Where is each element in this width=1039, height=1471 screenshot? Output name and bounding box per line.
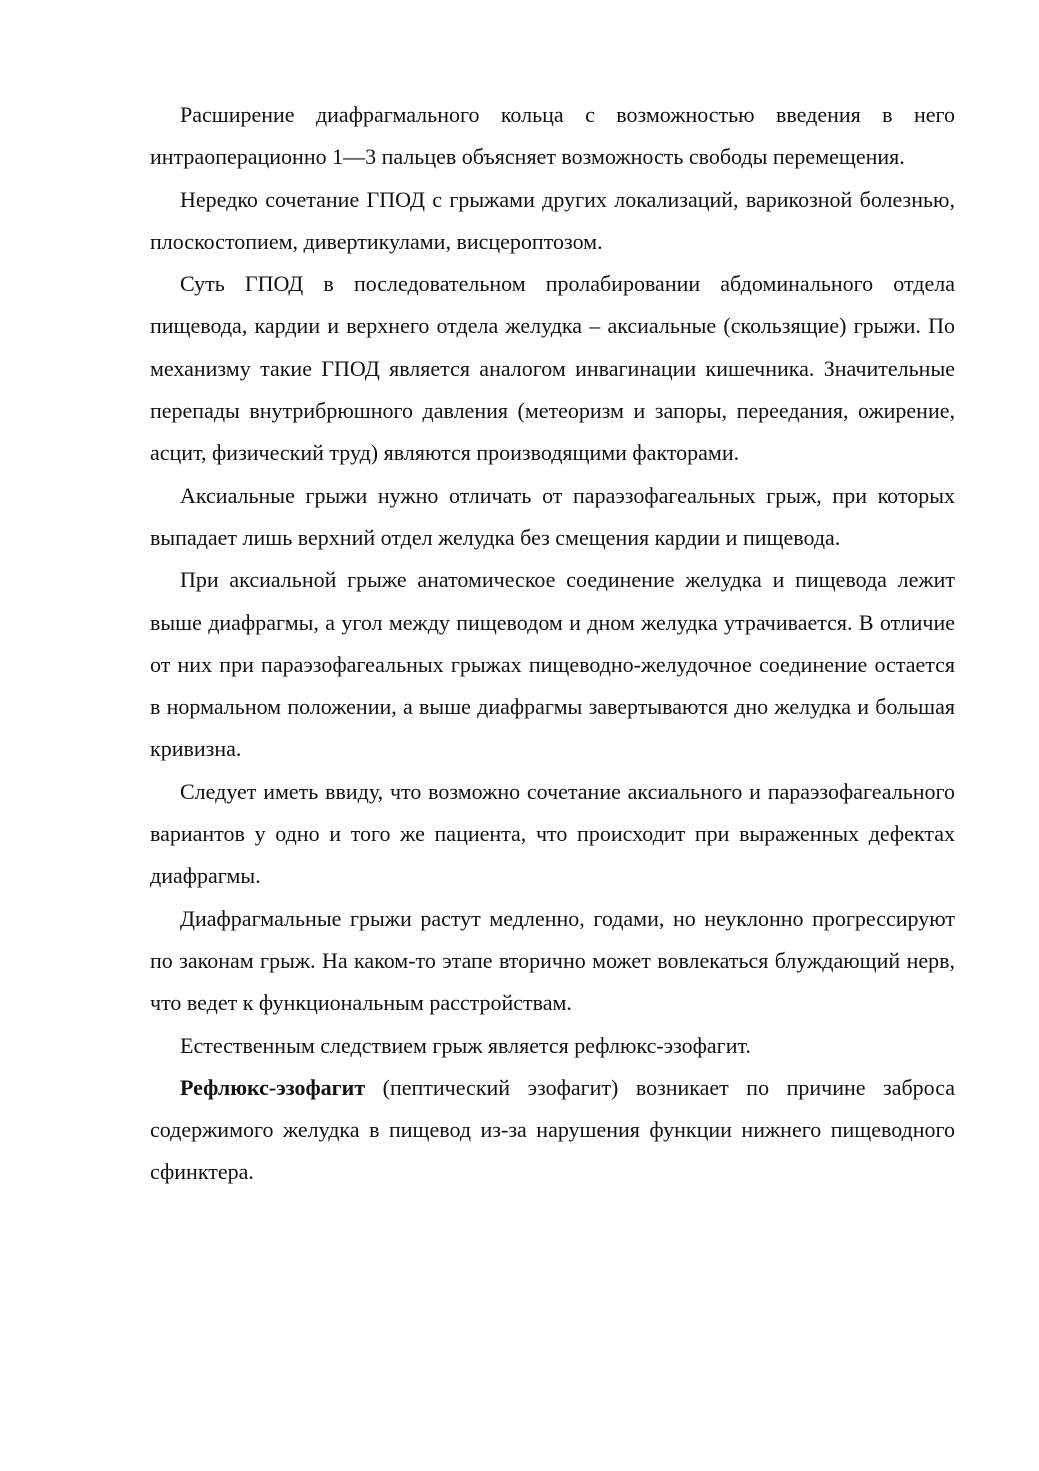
paragraph-combination: Нередко сочетание ГПОД с грыжами других локализаций, варикозной болезнью, плоскостопием, дивертикулами, висцероптозом. bbox=[150, 186, 955, 254]
paragraph-reflux-esophagitis bbox=[150, 1067, 955, 1194]
reflux-definition-text: (пептический эзофагит) возникает по причине заброса содержимого желудка в пищевод из-за нарушения функции нижнего пищеводного сфинктера. bbox=[150, 1074, 955, 1185]
paragraph-consequence: Естественным следствием грыж является рефлюкс-эзофагит. bbox=[180, 1032, 751, 1058]
paragraph-hernia-ring: Расширение диафрагмального кольца с возможностью введения в него интраоперационно 1—3 пальцев объясняет возможность свободы перемещения. bbox=[150, 102, 955, 170]
term-reflux-esophagitis: Рефлюкс-эзофагит bbox=[180, 1074, 366, 1100]
document-page bbox=[150, 94, 955, 1194]
paragraph-axial-anatomy: При аксиальной грыже анатомическое соединение желудка и пищевода лежит выше диафрагмы, а угол между пищеводом и дном желудка утрачивается. В отличие от них при параэзофагеальных грыжах пищеводно-желудочное соединение остается в нормальном положении, а выше диафрагмы завертываются дно желудка и большая кривизна. bbox=[150, 567, 955, 762]
paragraph-axial-vs-paraesophageal: Аксиальные грыжи нужно отличать от параэзофагеальных грыж, при которых выпадает лишь верхний отдел желудка без смещения кардии и пищевода. bbox=[150, 482, 955, 550]
paragraph-growth: Диафрагмальные грыжи растут медленно, годами, но неуклонно прогрессируют по законам грыж. На каком-то этапе вторично может вовлекаться блуждающий нерв, что ведет к функциональным расстройствам. bbox=[150, 905, 955, 1016]
paragraph-combined-variants: Следует иметь ввиду, что возможно сочетание аксиального и параэзофагеального вариантов у одно и того же пациента, что происходит при выраженных дефектах диафрагмы. bbox=[150, 778, 955, 889]
paragraph-essence: Суть ГПОД в последовательном пролабировании абдоминального отдела пищевода, кардии и верхнего отдела желудка – аксиальные (скользящие) грыжи. По механизму такие ГПОД является аналогом инвагинации кишечника. Значительные перепады внутрибрюшного давления (метеоризм и запоры, переедания, ожирение, асцит, физический труд) являются производящими факторами. bbox=[150, 271, 955, 466]
